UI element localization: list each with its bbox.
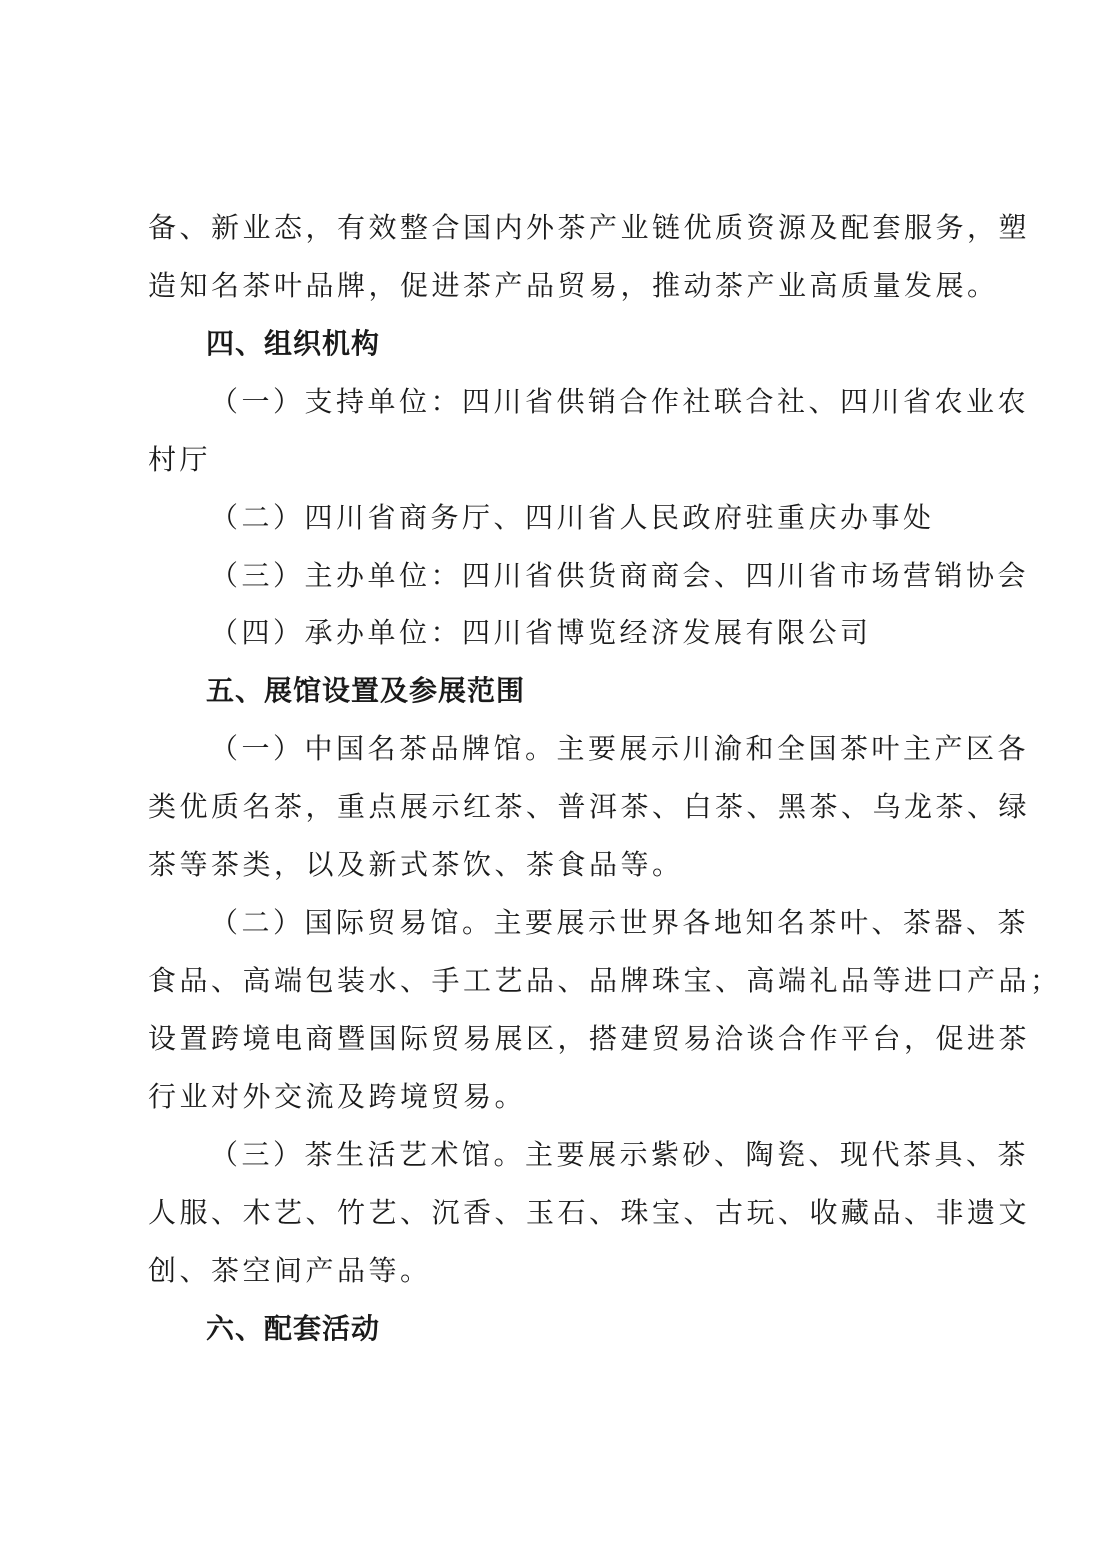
pavilion-2-line: 设置跨境电商暨国际贸易展区，搭建贸易洽谈合作平台，促进茶 [148, 1022, 1031, 1055]
pavilion-3-line: 人服、木艺、竹艺、沉香、玉石、珠宝、古玩、收藏品、非遗文 [148, 1196, 1031, 1229]
pavilion-2-line: 食品、高端包装水、手工艺品、品牌珠宝、高端礼品等进口产品； [148, 964, 1062, 997]
org-item-2: （二）四川省商务厅、四川省人民政府驻重庆办事处 [210, 501, 935, 534]
org-item-organizers: （三）主办单位：四川省供货商商会、四川省市场营销协会 [210, 559, 1030, 592]
pavilion-2-line: 行业对外交流及跨境贸易。 [148, 1080, 527, 1113]
pavilion-1-line: （一）中国名茶品牌馆。主要展示川渝和全国茶叶主产区各 [210, 732, 1030, 765]
intro-line: 造知名茶叶品牌，促进茶产品贸易，推动茶产业高质量发展。 [148, 269, 999, 302]
org-item-undertaker: （四）承办单位：四川省博览经济发展有限公司 [210, 616, 872, 649]
section-heading-pavilions: 五、展馆设置及参展范围 [206, 674, 526, 707]
section-heading-activities: 六、配套活动 [206, 1312, 381, 1345]
org-item-supporting-units-cont: 村厅 [148, 443, 212, 476]
section-heading-organization: 四、组织机构 [206, 327, 381, 360]
pavilion-2-line: （二）国际贸易馆。主要展示世界各地知名茶叶、茶器、茶 [210, 906, 1030, 939]
org-item-supporting-units: （一）支持单位：四川省供销合作社联合社、四川省农业农 [210, 385, 1030, 418]
pavilion-1-line: 类优质名茶，重点展示红茶、普洱茶、白茶、黑茶、乌龙茶、绿 [148, 790, 1031, 823]
pavilion-3-line: （三）茶生活艺术馆。主要展示紫砂、陶瓷、现代茶具、茶 [210, 1138, 1030, 1171]
pavilion-3-line: 创、茶空间产品等。 [148, 1254, 432, 1287]
pavilion-1-line: 茶等茶类，以及新式茶饮、茶食品等。 [148, 848, 684, 881]
intro-line: 备、新业态，有效整合国内外茶产业链优质资源及配套服务，塑 [148, 211, 1031, 244]
